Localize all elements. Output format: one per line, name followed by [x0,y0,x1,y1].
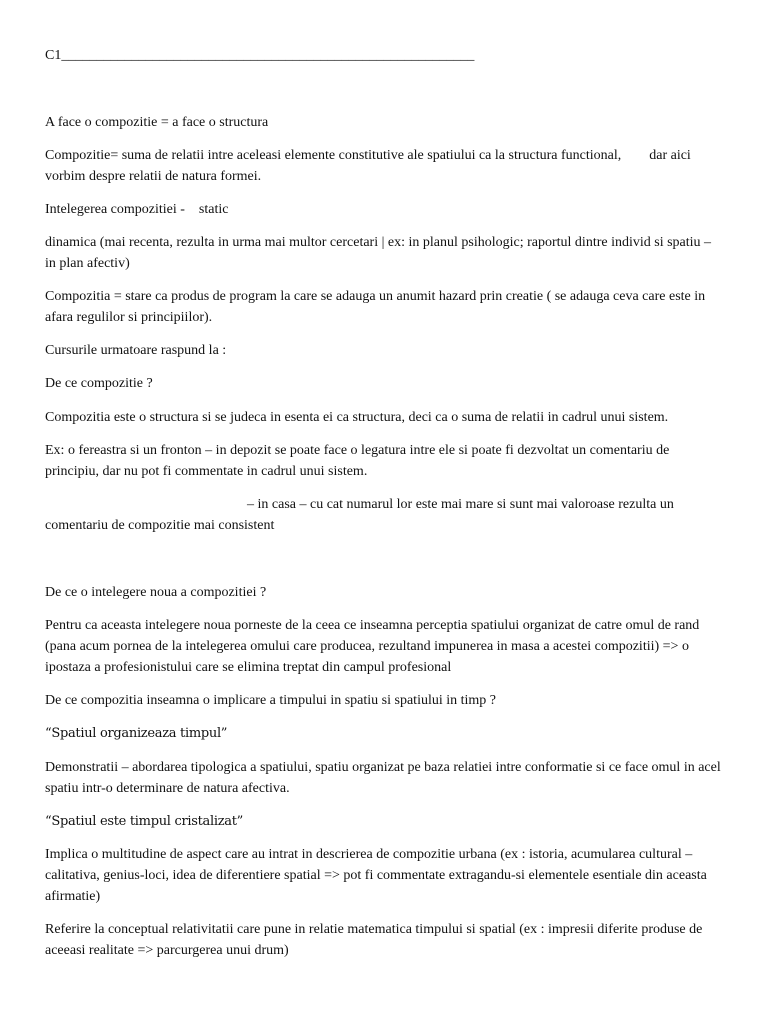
paragraph-13: De ce compozitia inseamna o implicare a timpului in spatiu si spatiului in timp ? [45,693,497,708]
paragraph-3: Intelegerea compozitiei - static [45,202,229,217]
paragraph-15: Demonstratii – abordarea tipologica a spatiului, spatiu organizat pe baza relatiei intre conformatie si ce face omul in acel spatiu intr-o determinare de natura afectiva. [45,760,721,796]
paragraph-1: A face o compozitie = a face o structura [45,115,269,130]
paragraph-7: De ce compozitie ? [45,376,153,391]
paragraph-10: – in casa – cu cat numarul lor este mai mare si sunt mai valoroase rezulta un comentariu de compozitie mai consistent [45,497,674,533]
paragraph-6: Cursurile urmatoare raspund la : [45,343,227,358]
quote-1: “Spatiul organizeaza timpul” [45,726,228,741]
paragraph-4: dinamica (mai recenta, rezulta in urma mai multor cercetari | ex: in planul psihologic; raportul dintre individ si spatiu – in plan afectiv) [45,235,712,271]
paragraph-2: Compozitie= suma de relatii intre aceleasi elemente constitutive ale spatiului ca la structura functional, dar aici vorbim despre relatii de natura formei. [45,148,691,184]
paragraph-12: Pentru ca aceasta intelegere noua porneste de la ceea ce inseamna perceptia spatiului organizat de catre omul de rand (pana acum pornea de la intelegerea omului care producea, rezultand impunerea in masa a acestei compozitii) => o ipostaza a profesionistului care se elimina treptat din campul profesional [45,618,700,675]
quote-2: “Spatiul este timpul cristalizat” [45,814,243,829]
paragraph-8: Compozitia este o structura si se judeca in esenta ei ca structura, deci ca o suma de relatii in cadrul unui sistem. [45,410,669,425]
paragraph-5: Compozitia = stare ca produs de program la care se adauga un anumit hazard prin creatie ( se adauga ceva care este in afara regulilor si principiilor). [45,289,706,325]
paragraph-17: Implica o multitudine de aspect care au intrat in descrierea de compozitie urbana (ex : istoria, acumularea cultural – calitativa, genius-loci, idea de diferentiere spatial => pot fi commentate extragandu-si elementele esentiale din aceasta afirmatie) [45,847,707,904]
paragraph-18: Referire la conceptual relativitatii care pune in relatie matematica timpului si spatial (ex : impresii diferite produse de aceeasi realitate => parcurgerea unui drum) [45,922,703,958]
paragraph-11: De ce o intelegere noua a compozitiei ? [45,585,267,600]
header-line: C1___________________________________________________________ [45,48,475,63]
paragraph-9: Ex: o fereastra si un fronton – in depozit se poate face o legatura intre ele si poate fi dezvoltat un comentariu de principiu, dar nu pot fi commentate in cadrul unui sistem. [45,443,670,479]
